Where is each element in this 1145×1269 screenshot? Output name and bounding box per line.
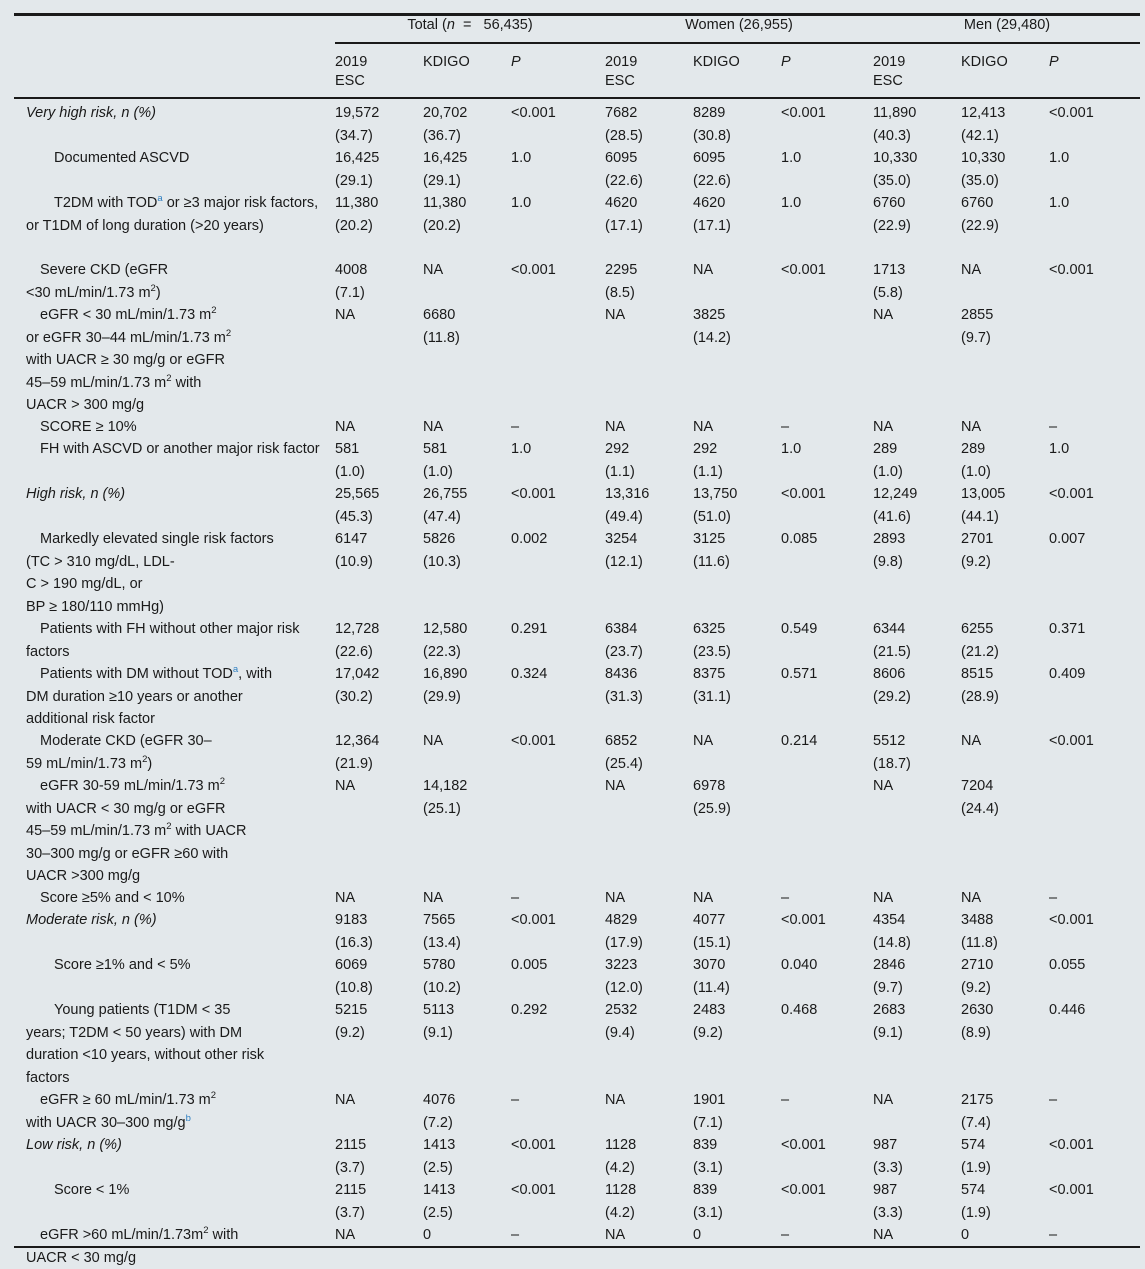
cell-men-esc: NA: [873, 419, 894, 435]
cell-women-p: <0.001: [781, 1182, 826, 1198]
cell-women-p: –: [781, 419, 790, 435]
cell-women-kdigo: 6978 (25.9): [693, 778, 731, 817]
cell-women-esc: NA: [605, 419, 626, 435]
group-header-men: Men (29,480): [963, 17, 1051, 33]
cell-total-kdigo: 16,425 (29.1): [423, 150, 468, 189]
cell-total-kdigo: NA: [423, 890, 444, 906]
cell-total-kdigo: 4076 (7.2): [423, 1092, 456, 1131]
cell-men-esc: NA: [873, 1227, 894, 1243]
cell-total-kdigo: 7565 (13.4): [423, 912, 461, 951]
cell-men-esc: 2846 (9.7): [873, 957, 906, 996]
table-top-rule: [14, 13, 1140, 16]
cell-total-kdigo: 14,182 (25.1): [423, 778, 468, 817]
table-row: [0, 909, 1145, 954]
cell-men-p: <0.001: [1049, 486, 1094, 502]
cell-women-kdigo: 8375 (31.1): [693, 666, 731, 705]
cell-women-kdigo: 8289 (30.8): [693, 105, 731, 144]
row-label: Patients with FH without other major risk factors: [26, 621, 300, 660]
cell-total-p: 0.002: [511, 531, 548, 547]
cell-men-kdigo: NA: [961, 419, 982, 435]
cell-men-p: 1.0: [1049, 195, 1070, 211]
row-label: Low risk, n (%): [26, 1137, 122, 1153]
cell-women-p: <0.001: [781, 105, 826, 121]
cell-total-kdigo: NA: [423, 419, 444, 435]
cell-women-kdigo: 6325 (23.5): [693, 621, 731, 660]
table-row: [0, 304, 1145, 416]
cell-men-esc: 4354 (14.8): [873, 912, 911, 951]
cell-men-esc: 6344 (21.5): [873, 621, 911, 660]
cell-women-kdigo: 0: [693, 1227, 702, 1243]
group-header-total: Total (n = 56,435): [407, 17, 533, 33]
cell-total-esc: 9183 (16.3): [335, 912, 373, 951]
cell-men-esc: 987 (3.3): [873, 1137, 903, 1176]
cell-women-kdigo: NA: [693, 890, 714, 906]
cell-total-p: <0.001: [511, 105, 556, 121]
column-header-women-p: P: [781, 54, 791, 70]
cell-total-p: 0.005: [511, 957, 548, 973]
cell-women-p: 1.0: [781, 441, 802, 457]
cell-women-esc: 2532 (9.4): [605, 1002, 638, 1041]
cell-women-esc: 7682 (28.5): [605, 105, 643, 144]
group-header-women: Women (26,955): [685, 17, 793, 33]
cell-men-p: <0.001: [1049, 733, 1094, 749]
row-label: Score ≥5% and < 10%: [40, 890, 185, 906]
cell-total-p: 0.324: [511, 666, 548, 682]
cell-women-esc: 13,316 (49.4): [605, 486, 650, 525]
cell-women-esc: 2295 (8.5): [605, 262, 638, 301]
cell-total-kdigo: 5113 (9.1): [423, 1002, 455, 1041]
cell-men-p: 0.371: [1049, 621, 1086, 637]
cell-total-p: 1.0: [511, 441, 532, 457]
cell-women-p: 0.085: [781, 531, 818, 547]
cell-total-kdigo: 0: [423, 1227, 432, 1243]
row-label: eGFR < 30 mL/min/1.73 $m^2$ or eGFR 30–44 mL/min/1.73 $m^2$ with UACR ≥ 30 mg/g or eGFR 45–59 mL/min/1.73 $m^2$ with UACR > 300 mg/g: [26, 305, 232, 413]
cell-men-p: 0.055: [1049, 957, 1086, 973]
cell-men-p: 1.0: [1049, 441, 1070, 457]
cell-men-p: <0.001: [1049, 1137, 1094, 1153]
table-row: [0, 438, 1145, 483]
table-row: [0, 147, 1145, 192]
table-row: [0, 528, 1145, 618]
cell-total-kdigo: 26,755 (47.4): [423, 486, 468, 525]
cell-men-esc: 987 (3.3): [873, 1182, 903, 1221]
cell-men-kdigo: 2701 (9.2): [961, 531, 994, 570]
cell-women-esc: 3254 (12.1): [605, 531, 643, 570]
cell-total-p: –: [511, 1227, 520, 1243]
cell-men-p: <0.001: [1049, 1182, 1094, 1198]
cell-men-esc: 6760 (22.9): [873, 195, 911, 234]
table-row: [0, 954, 1145, 999]
column-header-row: [0, 53, 1145, 95]
table-row: [0, 102, 1145, 147]
cell-women-esc: 292 (1.1): [605, 441, 635, 480]
cell-women-p: 0.468: [781, 1002, 818, 1018]
cell-women-p: –: [781, 1227, 790, 1243]
cell-men-p: –: [1049, 1227, 1058, 1243]
cell-total-esc: 6147 (10.9): [335, 531, 373, 570]
cell-total-esc: 12,364 (21.9): [335, 733, 380, 772]
cell-total-kdigo: 12,580 (22.3): [423, 621, 468, 660]
cell-total-p: 1.0: [511, 150, 532, 166]
cell-total-kdigo: 11,380 (20.2): [423, 195, 467, 234]
cell-women-p: 0.214: [781, 733, 818, 749]
row-label: Documented ASCVD: [54, 150, 190, 166]
cell-men-kdigo: 8515 (28.9): [961, 666, 999, 705]
cell-women-esc: 4620 (17.1): [605, 195, 643, 234]
table-row: [0, 663, 1145, 730]
cell-women-esc: 4829 (17.9): [605, 912, 643, 951]
cell-total-esc: 2115 (3.7): [335, 1137, 367, 1176]
cell-total-p: 0.291: [511, 621, 548, 637]
row-label: Very high risk, n (%): [26, 105, 156, 121]
table-row: [0, 259, 1145, 304]
cell-women-esc: NA: [605, 778, 626, 794]
cell-men-kdigo: 2855 (9.7): [961, 307, 994, 346]
table-body: [0, 102, 1145, 1269]
cell-men-esc: 2683 (9.1): [873, 1002, 906, 1041]
column-header-total-kdigo: KDIGO: [423, 54, 470, 70]
cell-total-kdigo: 581 (1.0): [423, 441, 453, 480]
cell-women-p: 0.040: [781, 957, 818, 973]
cell-total-p: <0.001: [511, 486, 556, 502]
cell-total-esc: 5215 (9.2): [335, 1002, 368, 1041]
cell-women-p: <0.001: [781, 912, 826, 928]
cell-women-kdigo: 3825 (14.2): [693, 307, 731, 346]
cell-women-esc: 1128 (4.2): [605, 1137, 637, 1176]
cell-total-p: –: [511, 1092, 520, 1108]
cell-women-kdigo: 2483 (9.2): [693, 1002, 726, 1041]
column-header-men-p: P: [1049, 54, 1059, 70]
cell-women-kdigo: 839 (3.1): [693, 1182, 723, 1221]
row-label: Markedly elevated single risk factors (TC > 310 mg/dL, LDL- C > 190 mg/dL, or BP ≥ 180/110 mmHg): [26, 531, 274, 615]
table-row: [0, 618, 1145, 663]
cell-men-kdigo: NA: [961, 733, 982, 749]
column-header-total-esc: 2019 ESC: [335, 54, 368, 89]
cell-total-p: 1.0: [511, 195, 532, 211]
column-header-total-p: P: [511, 54, 521, 70]
cell-total-p: <0.001: [511, 912, 556, 928]
cell-men-p: <0.001: [1049, 105, 1094, 121]
cell-total-kdigo: 5826 (10.3): [423, 531, 461, 570]
cell-men-esc: NA: [873, 307, 894, 323]
group-header-row: [0, 17, 1145, 41]
cell-women-kdigo: 1901 (7.1): [693, 1092, 726, 1131]
cell-men-esc: 289 (1.0): [873, 441, 903, 480]
column-header-men-kdigo: KDIGO: [961, 54, 1008, 70]
cell-total-p: <0.001: [511, 262, 556, 278]
cell-women-kdigo: 839 (3.1): [693, 1137, 723, 1176]
table-row: [0, 730, 1145, 775]
cell-women-kdigo: NA: [693, 733, 714, 749]
table-bottom-rule: [14, 1246, 1140, 1248]
cell-women-kdigo: 13,750 (51.0): [693, 486, 738, 525]
cell-women-kdigo: 4620 (17.1): [693, 195, 731, 234]
cell-men-p: <0.001: [1049, 912, 1094, 928]
cell-men-esc: 1713 (5.8): [873, 262, 906, 301]
cell-total-esc: NA: [335, 890, 356, 906]
cell-total-kdigo: NA: [423, 262, 444, 278]
cell-total-kdigo: 5780 (10.2): [423, 957, 461, 996]
cell-total-esc: 11,380 (20.2): [335, 195, 379, 234]
table-row: [0, 775, 1145, 887]
row-label: Severe CKD (eGFR <30 mL/min/1.73 $m^2$): [26, 262, 169, 301]
cell-total-esc: 17,042 (30.2): [335, 666, 380, 705]
cell-total-esc: 25,565 (45.3): [335, 486, 380, 525]
row-label: eGFR >60 $mL/\min/1.73m^2$ with UACR < 30 mg/g: [26, 1225, 239, 1266]
column-header-women-kdigo: KDIGO: [693, 54, 740, 70]
cell-women-kdigo: 3070 (11.4): [693, 957, 730, 996]
cell-total-kdigo: 6680 (11.8): [423, 307, 460, 346]
cell-women-kdigo: NA: [693, 262, 714, 278]
cell-men-kdigo: 2630 (8.9): [961, 1002, 994, 1041]
cell-men-esc: 10,330 (35.0): [873, 150, 918, 189]
cell-men-esc: 5512 (18.7): [873, 733, 911, 772]
table-row: [0, 416, 1145, 438]
cell-women-esc: 8436 (31.3): [605, 666, 643, 705]
cell-men-kdigo: 0: [961, 1227, 970, 1243]
cell-total-kdigo: 1413 (2.5): [423, 1182, 456, 1221]
cell-men-p: –: [1049, 890, 1058, 906]
cell-men-esc: 2893 (9.8): [873, 531, 906, 570]
cell-men-esc: 8606 (29.2): [873, 666, 911, 705]
row-label: Score ≥1% and < 5%: [54, 957, 191, 973]
cell-women-esc: NA: [605, 307, 626, 323]
cell-women-p: –: [781, 890, 790, 906]
cell-men-esc: 11,890 (40.3): [873, 105, 917, 144]
cell-men-kdigo: NA: [961, 890, 982, 906]
cell-women-p: <0.001: [781, 1137, 826, 1153]
cell-women-kdigo: NA: [693, 419, 714, 435]
cell-women-p: <0.001: [781, 262, 826, 278]
cell-total-esc: 12,728 (22.6): [335, 621, 380, 660]
cell-total-p: –: [511, 419, 520, 435]
table-row: [0, 1134, 1145, 1179]
cell-total-kdigo: 20,702 (36.7): [423, 105, 468, 144]
cell-men-kdigo: 7204 (24.4): [961, 778, 999, 817]
header-bottom-rule: [14, 97, 1140, 99]
cell-men-p: <0.001: [1049, 262, 1094, 278]
cell-men-kdigo: 6255 (21.2): [961, 621, 999, 660]
cell-men-esc: 12,249 (41.6): [873, 486, 918, 525]
cell-men-p: 0.446: [1049, 1002, 1086, 1018]
column-header-women-esc: 2019 ESC: [605, 54, 638, 89]
cell-men-kdigo: 2175 (7.4): [961, 1092, 994, 1131]
cell-men-esc: NA: [873, 778, 894, 794]
row-label: T2DM with TOD$^a$ or ≥3 major risk factors, or T1DM of long duration (>20 years): [26, 193, 319, 234]
cell-men-kdigo: 3488 (11.8): [961, 912, 998, 951]
cell-total-p: <0.001: [511, 1137, 556, 1153]
cell-women-p: 0.571: [781, 666, 818, 682]
table-row: [0, 1089, 1145, 1134]
row-label: eGFR ≥ 60 mL/min/1.73 $m^2$ with UACR 30–300 $mg/g^b$: [26, 1090, 217, 1131]
row-label: FH with ASCVD or another major risk factor: [40, 441, 320, 457]
table-row: [0, 1179, 1145, 1224]
cell-women-p: 0.549: [781, 621, 818, 637]
group-header-rule: [335, 42, 1140, 44]
cell-women-p: 1.0: [781, 195, 802, 211]
cell-men-kdigo: NA: [961, 262, 982, 278]
cell-women-kdigo: 4077 (15.1): [693, 912, 731, 951]
cell-total-p: 0.292: [511, 1002, 548, 1018]
cell-total-kdigo: 16,890 (29.9): [423, 666, 468, 705]
cell-total-esc: 4008 (7.1): [335, 262, 368, 301]
cell-total-esc: NA: [335, 778, 356, 794]
table-row: [0, 999, 1145, 1089]
row-label: Moderate CKD (eGFR 30– 59 mL/min/1.73 $m^2$): [26, 733, 212, 772]
cell-men-kdigo: 574 (1.9): [961, 1137, 991, 1176]
cell-women-p: <0.001: [781, 486, 826, 502]
cell-men-kdigo: 2710 (9.2): [961, 957, 994, 996]
cell-men-kdigo: 574 (1.9): [961, 1182, 991, 1221]
cell-total-p: –: [511, 890, 520, 906]
cell-men-kdigo: 13,005 (44.1): [961, 486, 1006, 525]
cell-men-p: –: [1049, 419, 1058, 435]
table-row: [0, 483, 1145, 528]
cell-men-esc: NA: [873, 1092, 894, 1108]
row-label: Young patients (T1DM < 35 years; T2DM < 50 years) with DM duration <10 years, without other risk factors: [26, 1002, 265, 1086]
cell-total-p: <0.001: [511, 733, 556, 749]
table-row: [0, 887, 1145, 909]
cell-women-kdigo: 6095 (22.6): [693, 150, 731, 189]
cell-women-esc: 6852 (25.4): [605, 733, 643, 772]
column-header-men-esc: 2019 ESC: [873, 54, 906, 89]
cell-men-kdigo: 6760 (22.9): [961, 195, 999, 234]
cell-women-esc: NA: [605, 1227, 626, 1243]
cell-women-esc: NA: [605, 890, 626, 906]
cell-men-kdigo: 10,330 (35.0): [961, 150, 1006, 189]
cell-men-p: 0.409: [1049, 666, 1086, 682]
cell-men-p: 0.007: [1049, 531, 1086, 547]
cell-women-kdigo: 3125 (11.6): [693, 531, 730, 570]
row-label: eGFR 30-59 mL/min/1.73 $m^2$ with UACR < 30 mg/g or eGFR 45–59 mL/min/1.73 $m^2$ with UACR 30–300 mg/g or eGFR ≥60 with UACR >300 mg/g: [26, 776, 247, 884]
cell-women-esc: 3223 (12.0): [605, 957, 643, 996]
cell-women-p: –: [781, 1092, 790, 1108]
cell-total-kdigo: NA: [423, 733, 444, 749]
cell-total-esc: 16,425 (29.1): [335, 150, 380, 189]
cell-total-esc: 6069 (10.8): [335, 957, 373, 996]
cell-total-p: <0.001: [511, 1182, 556, 1198]
cell-total-kdigo: 1413 (2.5): [423, 1137, 456, 1176]
cell-total-esc: NA: [335, 1227, 356, 1243]
cell-total-esc: 2115 (3.7): [335, 1182, 367, 1221]
cell-men-esc: NA: [873, 890, 894, 906]
cell-men-kdigo: 12,413 (42.1): [961, 105, 1006, 144]
cell-women-kdigo: 292 (1.1): [693, 441, 723, 480]
cell-men-p: 1.0: [1049, 150, 1070, 166]
row-label: SCORE ≥ 10%: [40, 419, 137, 435]
cell-women-esc: 6384 (23.7): [605, 621, 643, 660]
row-label: Patients with DM without TOD$^a$, with DM duration ≥10 years or another additional risk factor: [26, 664, 273, 727]
cell-total-esc: NA: [335, 419, 356, 435]
table-row: [0, 192, 1145, 259]
row-label: High risk, n (%): [26, 486, 126, 502]
cell-men-kdigo: 289 (1.0): [961, 441, 991, 480]
cell-total-esc: NA: [335, 1092, 356, 1108]
cell-women-esc: 1128 (4.2): [605, 1182, 637, 1221]
cell-total-esc: 19,572 (34.7): [335, 105, 380, 144]
cell-total-esc: NA: [335, 307, 356, 323]
cell-women-esc: 6095 (22.6): [605, 150, 643, 189]
cell-women-p: 1.0: [781, 150, 802, 166]
row-label: Moderate risk, n (%): [26, 912, 157, 928]
cell-total-esc: 581 (1.0): [335, 441, 365, 480]
row-label: Score < 1%: [54, 1182, 130, 1198]
cell-women-esc: NA: [605, 1092, 626, 1108]
cell-men-p: –: [1049, 1092, 1058, 1108]
